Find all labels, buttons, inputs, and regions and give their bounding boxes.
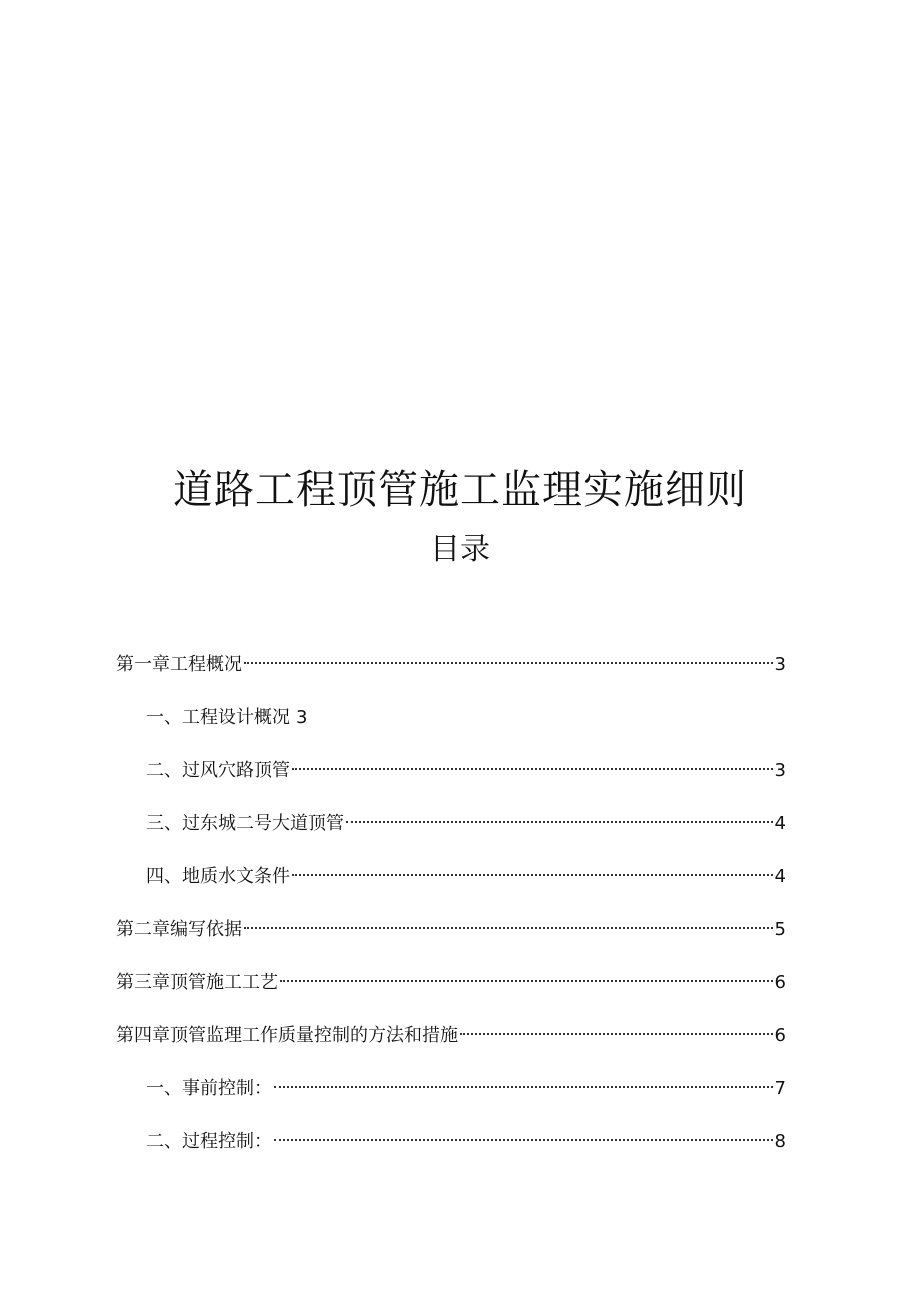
toc-entry-chapter-1[interactable] bbox=[116, 650, 786, 680]
toc-entry-page: 7 bbox=[774, 1078, 786, 1099]
toc-entry-page: 4 bbox=[774, 866, 786, 887]
toc-dot-leader bbox=[274, 1086, 773, 1088]
toc-entry-label: 二、过风穴路顶管 bbox=[146, 760, 290, 781]
toc-entry-geology[interactable] bbox=[146, 862, 786, 892]
toc-entry-label: 一、事前控制： bbox=[146, 1078, 272, 1099]
toc-entry-page: 6 bbox=[774, 1025, 786, 1046]
toc-entry-page: 3 bbox=[774, 760, 786, 781]
toc-entry-design-overview[interactable] bbox=[146, 703, 786, 733]
toc-entry-process-control[interactable] bbox=[146, 1127, 786, 1157]
toc-entry-chapter-3[interactable] bbox=[116, 968, 786, 998]
toc-entry-label: 第二章编写依据 bbox=[116, 919, 242, 940]
toc-dot-leader bbox=[346, 821, 773, 823]
toc-entry-pre-control[interactable] bbox=[146, 1074, 786, 1104]
toc-entry-page: 3 bbox=[296, 707, 308, 728]
toc-entry-label: 第三章顶管施工工艺 bbox=[116, 972, 278, 993]
toc-dot-leader bbox=[280, 980, 773, 982]
toc-entry-label: 第一章工程概况 bbox=[116, 654, 242, 675]
toc-entry-chapter-4[interactable] bbox=[116, 1021, 786, 1051]
toc-entry-label: 三、过东城二号大道顶管 bbox=[146, 813, 344, 834]
toc-dot-leader bbox=[460, 1033, 773, 1035]
toc-dot-leader bbox=[244, 662, 773, 664]
toc-entry-chapter-2[interactable] bbox=[116, 915, 786, 945]
toc-entry-dongcheng-avenue[interactable] bbox=[146, 809, 786, 839]
toc-dot-leader bbox=[292, 874, 773, 876]
toc-entry-page: 8 bbox=[774, 1131, 786, 1152]
toc-entry-label: 四、地质水文条件 bbox=[146, 866, 290, 887]
toc-entry-page: 5 bbox=[774, 919, 786, 940]
toc-entry-label: 二、过程控制： bbox=[146, 1131, 272, 1152]
toc-entry-page: 4 bbox=[774, 813, 786, 834]
toc-dot-leader bbox=[244, 927, 773, 929]
toc-heading: 目录 bbox=[430, 532, 490, 567]
toc-dot-leader bbox=[292, 768, 773, 770]
toc-entry-label: 第四章顶管监理工作质量控制的方法和措施 bbox=[116, 1025, 458, 1046]
toc-entry-page: 6 bbox=[774, 972, 786, 993]
toc-dot-leader bbox=[274, 1139, 773, 1141]
toc-entry-page: 3 bbox=[774, 654, 786, 675]
toc-entry-fengxue-road[interactable] bbox=[146, 756, 786, 786]
document-title: 道路工程顶管施工监理实施细则 bbox=[173, 467, 747, 513]
toc-entry-label: 一、工程设计概况 bbox=[146, 707, 290, 728]
